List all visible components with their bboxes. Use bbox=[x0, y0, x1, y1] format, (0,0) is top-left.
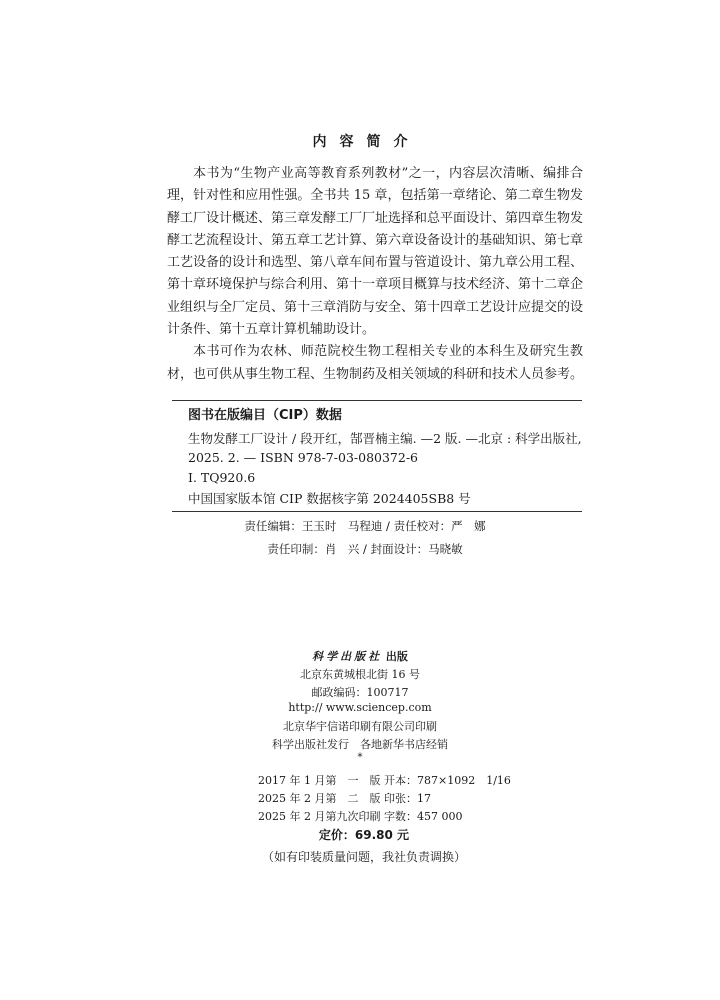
intro-body bbox=[167, 163, 583, 386]
edition-date: 2025 年 2 月第九次印刷 bbox=[258, 810, 381, 823]
cip-line-4: 中国国家版本馆 CIP 数据核字第 2024405SB8 号 bbox=[188, 491, 471, 506]
edition-row bbox=[258, 772, 511, 788]
publisher-zip: 邮政编码：100717 bbox=[311, 686, 409, 699]
credits-editors: 责任编辑：王玉时 马程迪 / 责任校对：严 娜 bbox=[244, 519, 486, 533]
price: 定价：69.80 元 bbox=[318, 828, 410, 842]
cip-line-3: Ⅰ. TQ920.6 bbox=[188, 470, 256, 485]
edition-date: 2017 年 1 月第 一 版 bbox=[258, 774, 381, 787]
edition-spec: 印张：17 bbox=[384, 792, 431, 805]
cip-heading: 图书在版编目（CIP）数据 bbox=[188, 408, 342, 423]
intro-paragraph-1: 本书为“生物产业高等教育系列教材”之一，内容层次清晰、编排合理，针对性和应用性强。全书共 15 章，包括第一章绪论、第二章生物发酵工厂设计概述、第三章发酵工厂厂址选择和总平面设计、第四章生物发酵工艺流程设计、第五章工艺计算、第六章设备设计的基础知识、第七章工艺设备的设计和选型、第八章车间布置与管道设计、第九章公用工程、第十章环境保护与综合利用、第十一章项目概算与技术经济、第十二章企业组织与全厂定员、第十三章消防与安全、第十四章工艺设计应提交的设计条件、第十五章计算机辅助设计。 bbox=[167, 166, 584, 338]
publisher-name-suffix: 出版 bbox=[385, 650, 408, 663]
separator-star: * bbox=[357, 752, 363, 763]
cip-line-1: 生物发酵工厂设计 / 段开红，郜晋楠主编. —2 版. —北京 : 科学出版社, bbox=[188, 431, 582, 446]
edition-row bbox=[258, 808, 463, 824]
publisher-url: http:// www.sciencep.com bbox=[288, 701, 432, 714]
intro-paragraph-2: 本书可作为农林、师范院校生物工程相关专业的本科生及研究生教材，也可供从事生物工程、生物制药及相关领域的科研和技术人员参考。 bbox=[167, 344, 584, 382]
publisher-address: 北京东黄城根北街 16 号 bbox=[300, 668, 420, 681]
printer: 北京华宇信诺印刷有限公司印刷 bbox=[283, 720, 437, 733]
cip-line-2: 2025. 2. — ISBN 978-7-03-080372-6 bbox=[188, 450, 419, 465]
edition-spec: 字数：457 000 bbox=[384, 810, 463, 823]
publisher-name bbox=[0, 648, 720, 664]
quality-notice: （如有印装质量问题，我社负责调换） bbox=[261, 850, 466, 864]
edition-spec: 开本：787×1092 1/16 bbox=[384, 774, 511, 787]
distribution: 科学出版社发行 各地新华书店经销 bbox=[272, 738, 448, 751]
edition-date: 2025 年 2 月第 二 版 bbox=[258, 792, 381, 805]
publisher-logo-text: 科学出版社 bbox=[312, 650, 383, 663]
credits-printing: 责任印制：肖 兴 / 封面设计：马晓敏 bbox=[267, 542, 463, 556]
intro-title: 内容简介 bbox=[312, 134, 421, 150]
edition-row bbox=[258, 790, 431, 806]
